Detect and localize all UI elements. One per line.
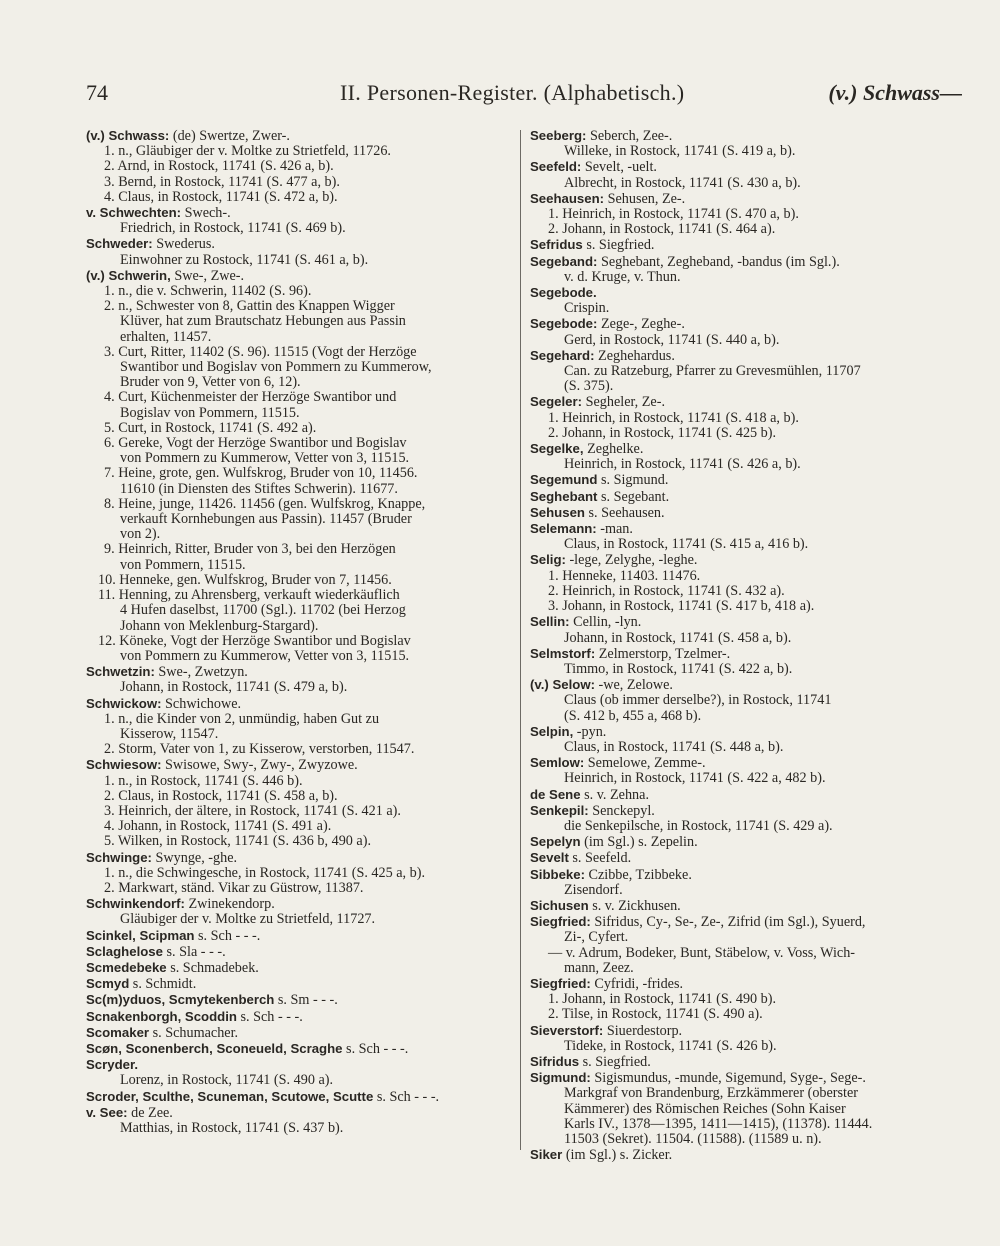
register-entry — [530, 254, 962, 285]
entry-variants: Sigismundus, -munde, Sigemund, Syge-, Sege-. — [590, 1070, 866, 1087]
entry-line: Zisendorf. — [564, 881, 623, 898]
entry-line: 1. Henneke, 11403. 11476. — [548, 567, 701, 584]
entry-line: 2. Heinrich, in Rostock, 11741 (S. 432 a). — [548, 582, 785, 599]
entry-heading-line — [86, 236, 511, 252]
entry-heading-line — [86, 128, 511, 144]
register-entry — [86, 1041, 511, 1057]
entry-line: von 2). — [120, 526, 161, 543]
entry-heading-line — [530, 521, 962, 537]
entry-heading-line — [86, 696, 511, 712]
entry-heading-line — [530, 850, 962, 866]
register-entry — [530, 646, 962, 677]
entry-line: Claus, in Rostock, 11741 (S. 415 a, 416 b). — [564, 536, 809, 553]
register-entry — [530, 834, 962, 850]
register-entry — [86, 1105, 511, 1136]
entry-line: 11. Henning, zu Ahrensberg, verkauft wiederkäuflich — [98, 587, 400, 604]
entry-line: 11610 (in Diensten des Stiftes Schwerin). 11677. — [120, 480, 398, 497]
column-divider — [520, 130, 521, 1150]
entry-line: Willeke, in Rostock, 11741 (S. 419 a, b). — [564, 143, 796, 160]
page-number: 74 — [86, 80, 108, 105]
entry-heading-line — [530, 646, 962, 662]
register-entry — [530, 850, 962, 866]
entry-line: 2. Tilse, in Rostock, 11741 (S. 490 a). — [548, 1006, 763, 1023]
entry-headword: Schwinge: — [86, 849, 152, 865]
entry-headword: Scnakenborgh, Scoddin — [86, 1008, 237, 1024]
entry-line: mann, Zeez. — [564, 959, 634, 976]
entry-headword: Schwetzin: — [86, 664, 155, 680]
register-entry — [530, 976, 962, 1023]
entry-headword: Segeband: — [530, 253, 598, 269]
register-entry — [530, 394, 962, 441]
entry-variants: (de) Swertze, Zwer-. — [169, 128, 290, 144]
entry-variants: Siuerdestorp. — [603, 1022, 683, 1039]
entry-line: von Pommern zu Kummerow, Vetter von 3, 11515. — [120, 450, 410, 467]
entry-line: Claus (ob immer derselbe?), in Rostock, 11741 — [564, 692, 832, 709]
entry-variants: Zeghehardus. — [594, 347, 675, 364]
register-entry — [530, 1054, 962, 1070]
entry-variants: s. Sch - - -. — [342, 1040, 409, 1057]
entry-line: Klüver, hat zum Brautschatz Hebungen aus Passin — [120, 313, 406, 330]
entry-heading-line — [530, 552, 962, 568]
entry-line: Claus, in Rostock, 11741 (S. 448 a, b). — [564, 738, 784, 755]
register-entry — [530, 472, 962, 488]
entry-line: 1. n., Gläubiger der v. Moltke zu Strietfeld, 11726. — [104, 143, 391, 160]
entry-line: Markgraf von Brandenburg, Erzkämmerer (oberster — [564, 1085, 859, 1102]
entry-line: 10. Henneke, gen. Wulfskrog, Bruder von 7, 11456. — [98, 571, 392, 588]
entry-line: 3. Bernd, in Rostock, 11741 (S. 477 a, b). — [104, 173, 340, 190]
register-entry — [86, 1057, 511, 1088]
entry-heading-line — [530, 316, 962, 332]
entry-line: Heinrich, in Rostock, 11741 (S. 422 a, 482 b). — [564, 770, 826, 787]
entry-variants: s. Sm - - -. — [274, 992, 338, 1009]
entry-heading-line — [86, 1025, 511, 1041]
entry-line: 8. Heine, junge, 11426. 11456 (gen. Wulfskrog, Knappe, — [104, 495, 426, 512]
entry-line: 1. n., die v. Schwerin, 11402 (S. 96). — [104, 283, 312, 300]
register-entry — [86, 268, 511, 664]
entry-line: (S. 375). — [564, 378, 614, 395]
entry-headword: Scroder, Sculthe, Scuneman, Scutowe, Scutte — [86, 1088, 374, 1104]
register-entry — [530, 898, 962, 914]
register-entry — [530, 787, 962, 803]
entry-line: Swantibor und Bogislav von Pommern zu Kummerow, — [120, 359, 432, 376]
entry-headword: Segebode: — [530, 316, 598, 332]
entry-variants: s. v. Zehna. — [580, 786, 650, 803]
entry-variants: s. Seefeld. — [568, 850, 632, 867]
register-entry — [86, 850, 511, 897]
entry-variants: Segheler, Ze-. — [582, 394, 665, 411]
register-entry — [530, 505, 962, 521]
entry-line: Matthias, in Rostock, 11741 (S. 437 b). — [120, 1120, 344, 1136]
entry-headword: Sifridus — [530, 1053, 580, 1069]
entry-headword: Schwickow: — [86, 695, 162, 711]
entry-heading-line — [530, 898, 962, 914]
entry-variants: s. Sigmund. — [597, 472, 669, 489]
entry-heading-line — [86, 992, 511, 1008]
entry-heading-line — [86, 664, 511, 680]
entry-heading-line — [530, 1054, 962, 1070]
entry-variants: Sifridus, Cy-, Se-, Ze-, Zifrid (im Sgl.), Syuerd, — [590, 914, 866, 931]
entry-variants: Cellin, -lyn. — [569, 614, 642, 631]
entry-heading-line — [86, 1089, 511, 1105]
entry-heading-line — [530, 1147, 962, 1163]
entry-heading-line — [86, 960, 511, 976]
entry-line: 12. Köneke, Vogt der Herzöge Swantibor und Bogislav — [98, 632, 411, 649]
entry-line: 11503 (Sekret). 11504. (11588). (11589 u. n). — [564, 1131, 822, 1147]
entry-line: 1. n., die Kinder von 2, unmündig, haben Gut zu — [104, 710, 380, 727]
entry-line: 2. Markwart, ständ. Vikar zu Güstrow, 11387. — [104, 879, 364, 896]
register-entry — [530, 1070, 962, 1147]
entry-heading-line — [86, 944, 511, 960]
entry-heading-line — [530, 976, 962, 992]
entry-line: Crispin. — [564, 300, 610, 317]
entry-variants: Zege-, Zeghe-. — [597, 316, 685, 333]
register-entry — [530, 489, 962, 505]
entry-heading-line — [86, 850, 511, 866]
entry-line: 1. Johann, in Rostock, 11741 (S. 490 b). — [548, 991, 777, 1008]
entry-variants: Seghebant, Zegheband, -bandus (im Sgl.). — [597, 253, 840, 270]
entry-headword: Siegfried: — [530, 914, 591, 930]
register-entry — [86, 664, 511, 695]
entry-headword: Sibbeke: — [530, 866, 585, 882]
entry-heading-line — [530, 394, 962, 410]
entry-line: Johann, in Rostock, 11741 (S. 458 a, b). — [564, 629, 792, 646]
entry-headword: Scmyd — [86, 976, 130, 992]
entry-variants: Semelowe, Zemme-. — [584, 755, 706, 772]
entry-headword: Schwinkendorf: — [86, 896, 185, 912]
entry-headword: Sc(m)yduos, Scmytekenberch — [86, 992, 275, 1008]
entry-headword: Scinkel, Scipman — [86, 927, 195, 943]
right-column — [530, 128, 962, 1163]
entry-variants: Sevelt, -uelt. — [581, 159, 657, 176]
entry-line: Johann von Meklenburg-Stargard). — [120, 617, 319, 634]
register-entry — [530, 521, 962, 552]
entry-line: Bruder von 9, Vetter von 6, 12). — [120, 374, 301, 391]
entry-heading-line — [86, 1105, 511, 1121]
entry-headword: Seehausen: — [530, 190, 605, 206]
entry-line: Lorenz, in Rostock, 11741 (S. 490 a). — [120, 1072, 334, 1089]
entry-variants: Seberch, Zee-. — [586, 128, 673, 144]
entry-line: 5. Curt, in Rostock, 11741 (S. 492 a). — [104, 419, 317, 436]
entry-line: 9. Heinrich, Ritter, Bruder von 3, bei den Herzögen — [104, 541, 396, 558]
entry-headword: Scryder. — [86, 1057, 139, 1073]
entry-line: erhalten, 11457. — [120, 328, 212, 345]
entry-line: (S. 412 b, 455 a, 468 b). — [564, 707, 702, 724]
entry-headword: (v.) Schwass: — [86, 128, 170, 143]
entry-headword: Segelke, — [530, 441, 584, 457]
register-entry — [530, 552, 962, 614]
register-entry — [86, 1089, 511, 1105]
entry-line: Einwohner zu Rostock, 11741 (S. 461 a, b). — [120, 251, 369, 268]
entry-headword: Schweder: — [86, 236, 153, 252]
entry-variants: Senckepyl. — [588, 802, 655, 819]
entry-variants: -man. — [596, 521, 633, 538]
entry-line: Gläubiger der v. Moltke zu Strietfeld, 11727. — [120, 911, 376, 928]
entry-headword: Siker — [530, 1147, 563, 1163]
register-entry — [530, 237, 962, 253]
entry-line: 4. Johann, in Rostock, 11741 (S. 491 a). — [104, 818, 332, 835]
entry-headword: Seefeld: — [530, 159, 582, 175]
entry-line: Karls IV., 1378—1395, 1411—1415), (11378). 11444. — [564, 1115, 873, 1132]
entry-headword: Sichusen — [530, 897, 589, 913]
entry-variants: s. Siegfried. — [579, 1053, 651, 1070]
register-entry — [530, 316, 962, 347]
entry-heading-line — [86, 268, 511, 284]
entry-heading-line — [530, 505, 962, 521]
entry-headword: v. Schwechten: — [86, 205, 182, 221]
entry-line: Can. zu Ratzeburg, Pfarrer zu Grevesmühlen, 11707 — [564, 363, 861, 380]
entry-heading-line — [530, 237, 962, 253]
entry-variants: s. Schumacher. — [149, 1024, 239, 1041]
entry-heading-line — [530, 787, 962, 803]
entry-heading-line — [530, 254, 962, 270]
entry-line: Gerd, in Rostock, 11741 (S. 440 a, b). — [564, 331, 780, 348]
entry-variants: s. Sch - - -. — [236, 1008, 303, 1025]
entry-headword: Scøn, Sconenberch, Sconeueld, Scraghe — [86, 1040, 343, 1056]
entry-heading-line — [530, 755, 962, 771]
entry-headword: Sehusen — [530, 504, 585, 520]
entry-headword: Scomaker — [86, 1024, 150, 1040]
register-entry — [530, 867, 962, 898]
entry-heading-line — [530, 614, 962, 630]
entry-headword: Siegfried: — [530, 975, 591, 991]
page-header — [86, 80, 962, 114]
entry-heading-line — [530, 472, 962, 488]
entry-line: 1. Heinrich, in Rostock, 11741 (S. 418 a, b). — [548, 409, 799, 426]
left-column — [86, 128, 511, 1136]
entry-heading-line — [530, 677, 962, 693]
entry-line: 4. Claus, in Rostock, 11741 (S. 472 a, b). — [104, 188, 338, 205]
entry-headword: Seghebant — [530, 488, 598, 504]
register-entry — [530, 441, 962, 472]
entry-headword: v. See: — [86, 1104, 128, 1120]
entry-headword: Selemann: — [530, 521, 597, 537]
entry-headword: Semlow: — [530, 755, 585, 771]
entry-variants: Zelmerstorp, Tzelmer-. — [595, 645, 731, 662]
entry-variants: Swederus. — [152, 236, 215, 253]
register-entry — [530, 803, 962, 834]
entry-line: 5. Wilken, in Rostock, 11741 (S. 436 b, 490 a). — [104, 833, 372, 850]
register-entry — [86, 757, 511, 849]
entry-heading-line — [86, 205, 511, 221]
entry-heading-line — [530, 489, 962, 505]
entry-variants: de Zee. — [127, 1104, 173, 1121]
entry-heading-line — [530, 1070, 962, 1086]
entry-heading-line — [530, 285, 962, 301]
entry-headword: Sellin: — [530, 614, 570, 630]
register-entry — [86, 696, 511, 758]
entry-line: v. d. Kruge, v. Thun. — [564, 268, 681, 285]
entry-heading-line — [86, 1057, 511, 1073]
entry-heading-line — [86, 976, 511, 992]
entry-variants: -lege, Zelyghe, -leghe. — [565, 552, 698, 569]
entry-heading-line — [530, 834, 962, 850]
entry-heading-line — [530, 867, 962, 883]
entry-headword: Sigmund: — [530, 1070, 591, 1086]
entry-heading-line — [530, 1023, 962, 1039]
register-entry — [530, 191, 962, 238]
entry-line: verkauft Kornhebungen aus Passin). 11457 (Bruder — [120, 511, 412, 528]
entry-heading-line — [530, 191, 962, 207]
register-entry — [530, 348, 962, 395]
entry-headword: de Sene — [530, 786, 581, 802]
entry-line: 4. Curt, Küchenmeister der Herzöge Swantibor und — [104, 389, 397, 406]
entry-variants: s. Segebant. — [597, 488, 670, 505]
register-entry — [530, 285, 962, 316]
entry-headword: Selmstorf: — [530, 645, 596, 661]
entry-variants: s. Schmidt. — [129, 976, 197, 993]
register-entry — [86, 976, 511, 992]
register-entry — [530, 1023, 962, 1054]
register-entry — [530, 724, 962, 755]
register-entry — [86, 1025, 511, 1041]
entry-heading-line — [86, 928, 511, 944]
entry-line: 2. Storm, Vater von 1, zu Kisserow, verstorben, 11547. — [104, 741, 415, 758]
register-entry — [530, 1147, 962, 1163]
entry-headword: Seeberg: — [530, 128, 587, 143]
entry-heading-line — [86, 896, 511, 912]
register-entry — [86, 128, 511, 205]
entry-heading-line — [86, 1041, 511, 1057]
entry-line: 2. Claus, in Rostock, 11741 (S. 458 a, b). — [104, 787, 338, 804]
entry-variants: s. Schmadebek. — [166, 959, 259, 976]
entry-variants: Swisowe, Swy-, Zwy-, Zwyzowe. — [161, 757, 358, 774]
entry-headword: Schwiesow: — [86, 757, 162, 773]
entry-heading-line — [530, 348, 962, 364]
entry-line: 2. n., Schwester von 8, Gattin des Knappen Wigger — [104, 298, 395, 315]
page-title: II. Personen-Register. (Alphabetisch.) — [340, 80, 685, 105]
entry-variants: s. Sch - - -. — [194, 927, 261, 944]
entry-headword: (v.) Schwerin, — [86, 267, 171, 283]
entry-variants: Cyfridi, -frides. — [590, 975, 684, 992]
entry-line: Tideke, in Rostock, 11741 (S. 426 b). — [564, 1037, 777, 1054]
entry-variants: (im Sgl.) s. Zicker. — [562, 1147, 673, 1164]
entry-heading-line — [530, 159, 962, 175]
entry-line: die Senkepilsche, in Rostock, 11741 (S. 429 a). — [564, 817, 833, 834]
register-entry — [86, 1009, 511, 1025]
entry-line: Kisserow, 11547. — [120, 725, 219, 742]
entry-variants: Zeghelke. — [583, 441, 644, 458]
entry-variants: -we, Zelowe. — [594, 677, 673, 694]
register-entry — [530, 159, 962, 190]
entry-headword: Senkepil: — [530, 802, 589, 818]
register-entry — [86, 205, 511, 236]
running-head: (v.) Schwass— — [828, 80, 962, 105]
entry-variants: s. Sch - - -. — [373, 1088, 440, 1105]
entry-heading-line — [86, 1009, 511, 1025]
entry-headword: Segebode. — [530, 285, 597, 301]
entry-line: 1. n., die Schwingesche, in Rostock, 11741 (S. 425 a, b). — [104, 864, 426, 881]
register-entry — [86, 944, 511, 960]
entry-line: von Pommern, 11515. — [120, 556, 246, 573]
register-entry — [86, 960, 511, 976]
entry-line: 3. Curt, Ritter, 11402 (S. 96). 11515 (Vogt der Herzöge — [104, 343, 417, 360]
register-entry — [86, 928, 511, 944]
entry-headword: Scmedebeke — [86, 959, 167, 975]
entry-variants: Swynge, -ghe. — [151, 849, 238, 866]
entry-headword: (v.) Selow: — [530, 677, 595, 693]
register-entry — [530, 614, 962, 645]
entry-heading-line — [530, 128, 962, 144]
entry-variants: s. v. Zickhusen. — [588, 897, 681, 914]
entry-line: 2. Johann, in Rostock, 11741 (S. 425 b). — [548, 424, 777, 441]
entry-line: Heinrich, in Rostock, 11741 (S. 426 a, b). — [564, 456, 801, 473]
entry-line: Timmo, in Rostock, 11741 (S. 422 a, b). — [564, 660, 793, 677]
entry-headword: Sevelt — [530, 850, 569, 866]
entry-heading-line — [530, 803, 962, 819]
register-entry — [86, 896, 511, 927]
entry-variants: Czibbe, Tzibbeke. — [584, 866, 692, 883]
entry-headword: Sieverstorf: — [530, 1022, 604, 1038]
entry-headword: Sefridus — [530, 237, 583, 253]
entry-line: Kämmerer) des Römischen Reiches (Sohn Kaiser — [564, 1100, 846, 1117]
entry-line: 6. Gereke, Vogt der Herzöge Swantibor und Bogislav — [104, 435, 407, 452]
entry-headword: Segemund — [530, 472, 598, 488]
entry-line: 7. Heine, grote, gen. Wulfskrog, Bruder von 10, 11456. — [104, 465, 418, 482]
entry-line: 2. Johann, in Rostock, 11741 (S. 464 a). — [548, 221, 776, 238]
entry-headword: Segehard: — [530, 347, 595, 363]
entry-variants: (im Sgl.) s. Zepelin. — [580, 834, 698, 851]
register-entry — [86, 992, 511, 1008]
entry-heading-line — [86, 757, 511, 773]
entry-headword: Selpin, — [530, 723, 574, 739]
register-entry — [530, 677, 962, 724]
entry-line: von Pommern zu Kummerow, Vetter von 3, 11515. — [120, 647, 410, 664]
entry-heading-line — [530, 914, 962, 930]
entry-variants: Swe-, Zwetzyn. — [154, 664, 248, 681]
register-entry — [530, 755, 962, 786]
entry-line: 1. n., in Rostock, 11741 (S. 446 b). — [104, 772, 303, 789]
entry-line: Friedrich, in Rostock, 11741 (S. 469 b). — [120, 220, 346, 237]
entry-line: Albrecht, in Rostock, 11741 (S. 430 a, b). — [564, 174, 801, 191]
entry-variants: s. Seehausen. — [584, 504, 665, 521]
entry-headword: Sepelyn — [530, 834, 581, 850]
entry-variants: Sehusen, Ze-. — [604, 190, 686, 207]
entry-variants: Swe-, Zwe-. — [170, 267, 245, 284]
entry-headword: Selig: — [530, 552, 566, 568]
entry-heading-line — [530, 441, 962, 457]
entry-line: Bogislav von Pommern, 11515. — [120, 404, 300, 421]
entry-variants: s. Siegfried. — [582, 237, 655, 254]
entry-variants: Swech-. — [181, 205, 231, 222]
entry-line: Zi-, Cyfert. — [564, 929, 629, 946]
entry-variants: Zwinekendorp. — [184, 896, 275, 913]
register-entry — [530, 914, 962, 976]
entry-heading-line — [530, 724, 962, 740]
entry-variants: -pyn. — [573, 723, 607, 740]
entry-line: 1. Heinrich, in Rostock, 11741 (S. 470 a, b). — [548, 206, 799, 223]
register-entry — [530, 128, 962, 159]
entry-variants: s. Sla - - -. — [162, 943, 226, 960]
entry-line: 3. Johann, in Rostock, 11741 (S. 417 b, 418 a). — [548, 598, 815, 615]
entry-line: 4 Hufen daselbst, 11700 (Sgl.). 11702 (bei Herzog — [120, 602, 406, 619]
entry-line: 2. Arnd, in Rostock, 11741 (S. 426 a, b). — [104, 158, 334, 175]
entry-line: 3. Heinrich, der ältere, in Rostock, 11741 (S. 421 a). — [104, 802, 401, 819]
entry-headword: Sclaghelose — [86, 943, 163, 959]
entry-line: Johann, in Rostock, 11741 (S. 479 a, b). — [120, 679, 348, 696]
entry-line: — v. Adrum, Bodeker, Bunt, Stäbelow, v. Voss, Wich- — [548, 944, 856, 961]
entry-variants: Schwichowe. — [161, 695, 242, 712]
register-entry — [86, 236, 511, 267]
entry-headword: Segeler: — [530, 394, 583, 410]
